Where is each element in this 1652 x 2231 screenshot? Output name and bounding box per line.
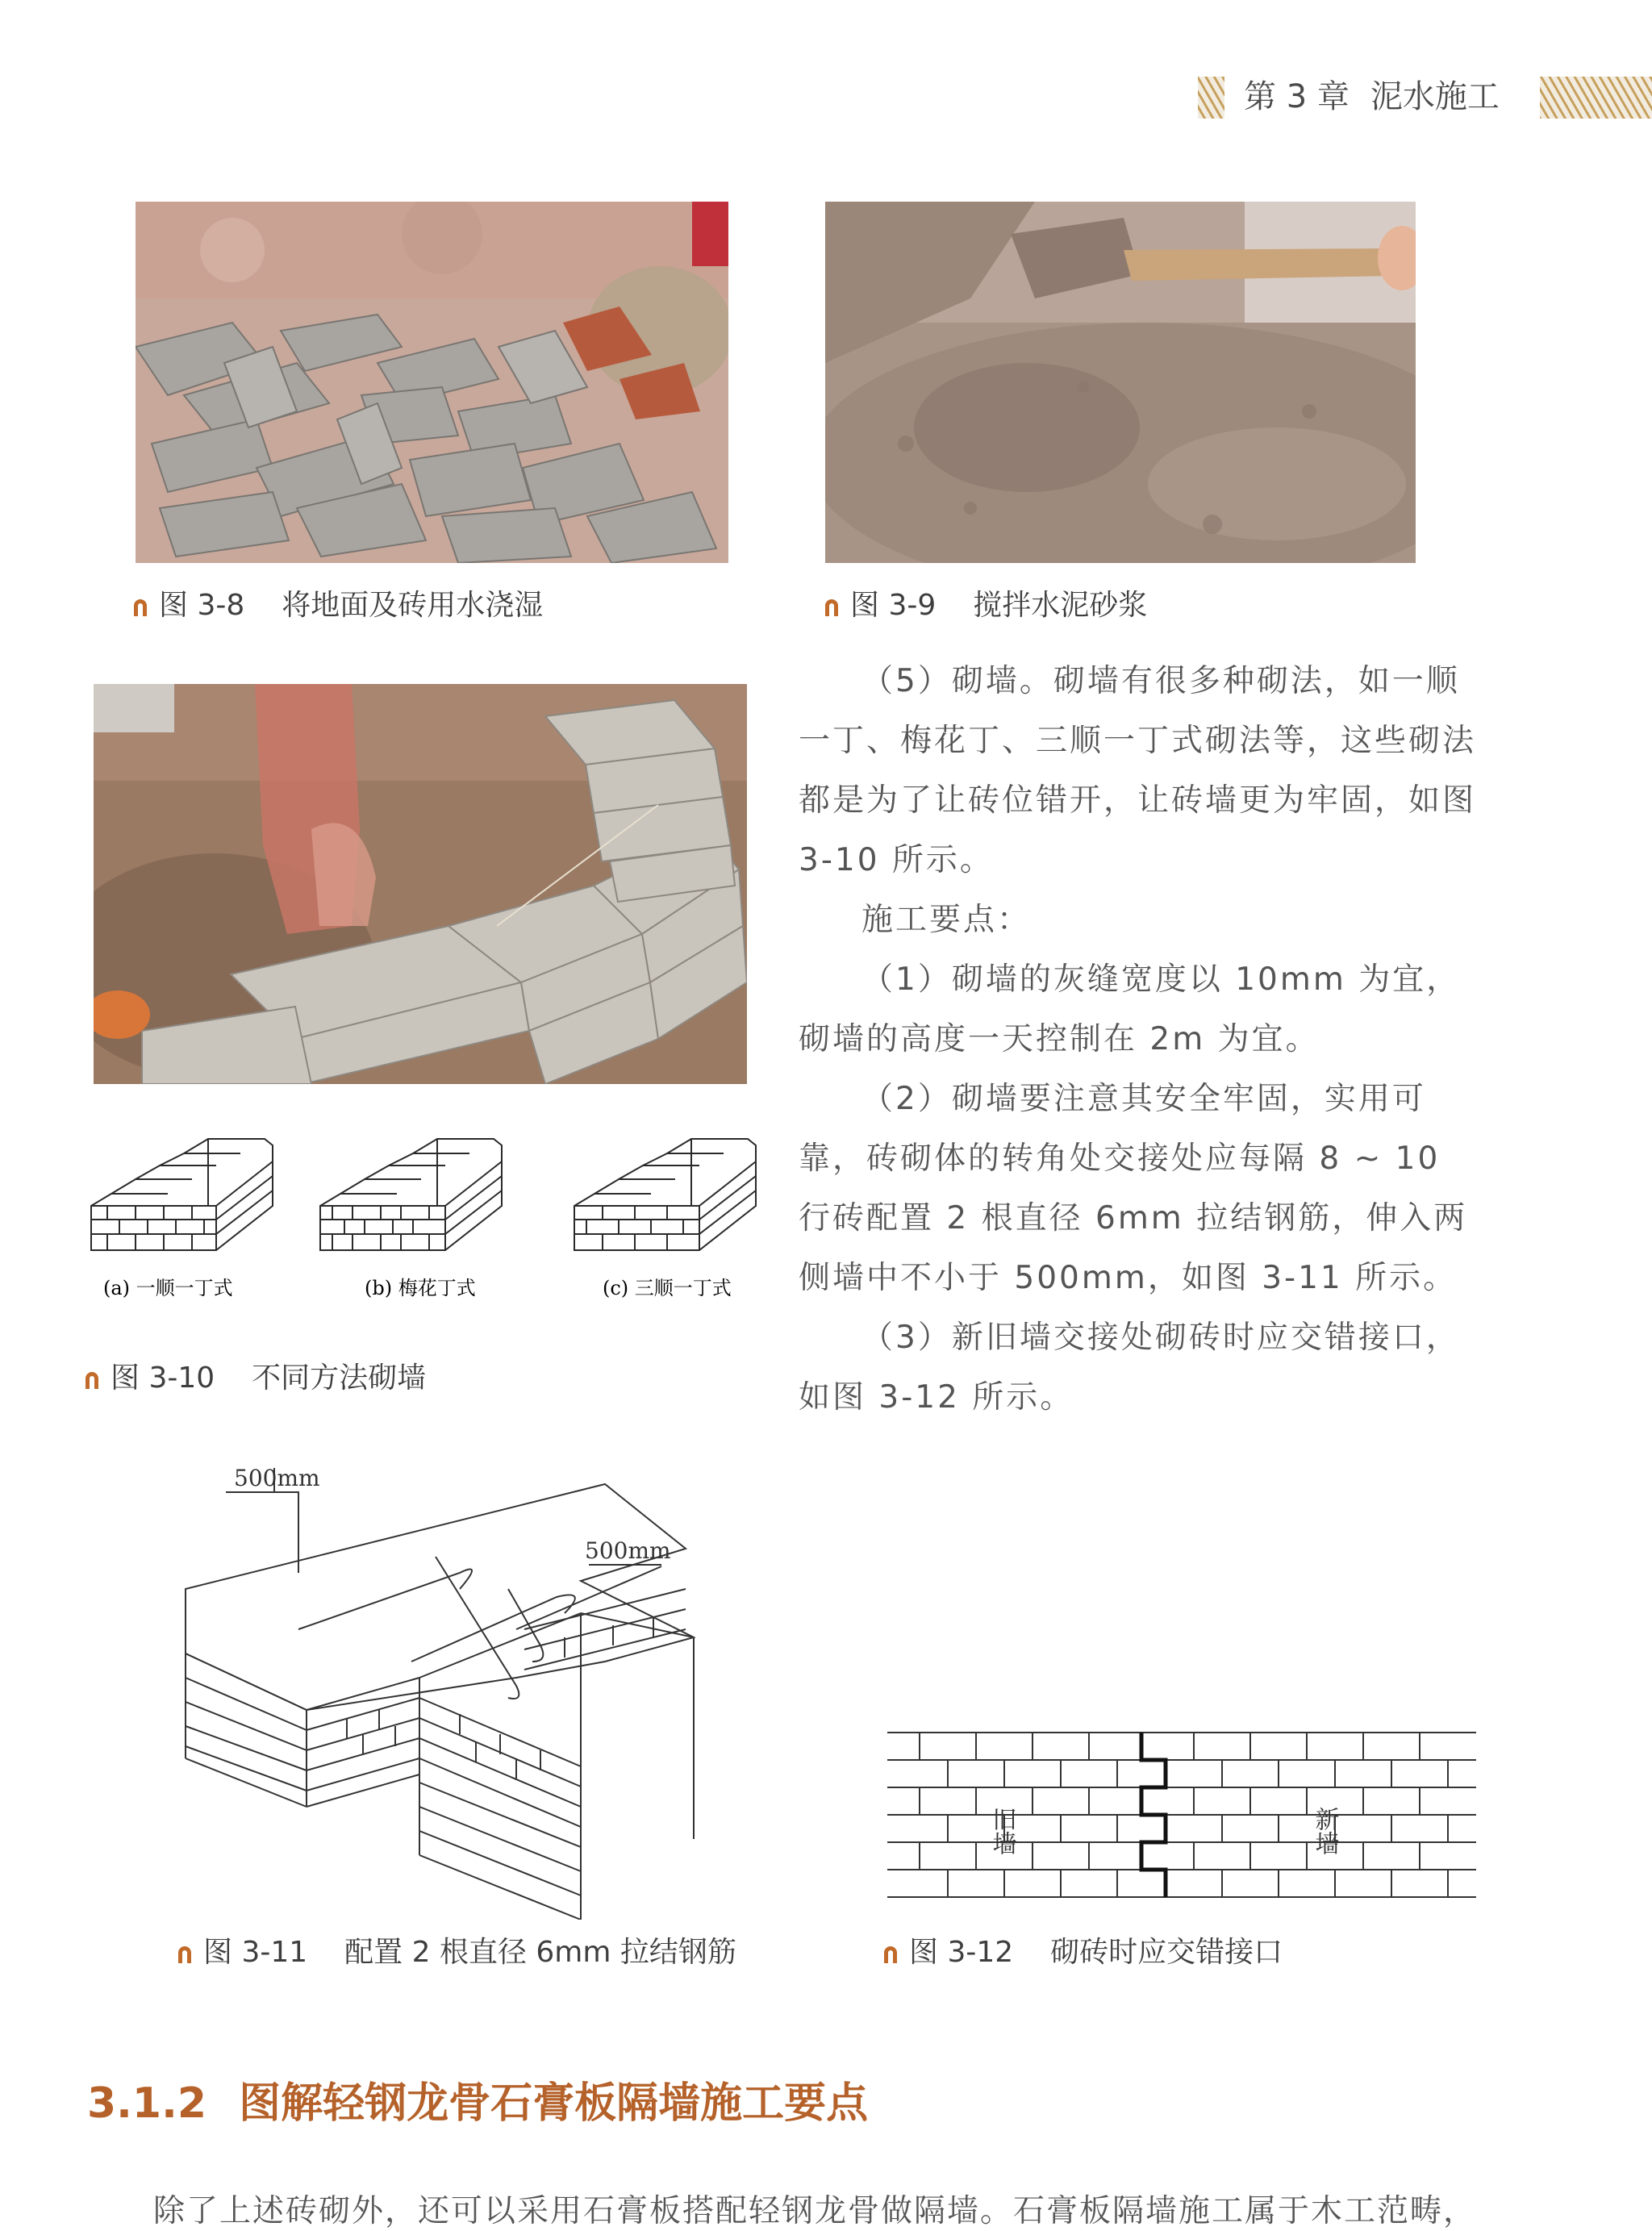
figure-caption: 不同方法砌墙 <box>252 1362 427 1395</box>
caption-marker-icon <box>823 596 841 617</box>
chapter-number: 第 3 章 <box>1244 78 1350 115</box>
paragraph-point-3: （3）新旧墙交接处砌砖时应交错接口，如图 3-12 所示。 <box>799 1320 1460 1416</box>
section-title: 图解轻钢龙骨石膏板隔墙施工要点 <box>239 2079 869 2128</box>
caption-fig-3-12 <box>882 1929 1283 1970</box>
caption-marker-icon <box>882 1943 899 1964</box>
old-wall-label: 旧墙 <box>987 1807 1016 1855</box>
sub-caption-c: (c) 三顺一丁式 <box>603 1277 732 1299</box>
sub-caption-a: (a) 一顺一丁式 <box>103 1277 233 1299</box>
paragraph-point-1: （1）砌墙的灰缝宽度以 10mm 为宜，砌墙的高度一天控制在 2m 为宜。 <box>799 961 1461 1057</box>
new-wall-label: 新墙 <box>1310 1807 1339 1855</box>
figure-number: 图 3-11 <box>203 1936 308 1969</box>
figure-number: 图 3-9 <box>850 589 937 622</box>
dimension-label-1: 500mm <box>234 1468 320 1491</box>
body-text <box>799 652 1484 1428</box>
photo-laying-bricks <box>94 684 747 1084</box>
caption-fig-3-11 <box>176 1929 736 1970</box>
figure-number: 图 3-8 <box>159 589 245 622</box>
figure-caption: 搅拌水泥砂浆 <box>973 589 1148 622</box>
caption-marker-icon <box>131 596 149 617</box>
photo-mixing-mortar <box>825 202 1416 563</box>
sub-caption-b: (b) 梅花丁式 <box>365 1277 476 1299</box>
figure-caption: 将地面及砖用水浇湿 <box>282 589 544 622</box>
diagram-staggered-joint <box>887 1726 1476 1907</box>
section-number: 3.1.2 <box>87 2079 207 2128</box>
paragraph-point-2: （2）砌墙要注意其安全牢固，实用可靠，砖砌体的转角处交接处应每隔 8 ~ 10 行砖配置 2 根直径 6mm 拉结钢筋，伸入两侧墙中不小于 500mm，如图 3-11 所示。 <box>799 1081 1468 1296</box>
caption-fig-3-8 <box>131 582 543 623</box>
figure-caption: 配置 2 根直径 6mm 拉结钢筋 <box>344 1936 736 1969</box>
figure-caption: 砌砖时应交错接口 <box>1050 1936 1283 1969</box>
caption-marker-icon <box>83 1369 101 1390</box>
photo-wet-bricks <box>136 202 728 563</box>
diagram-tie-bars <box>177 1468 815 1923</box>
figure-number: 图 3-10 <box>111 1362 215 1395</box>
caption-fig-3-9 <box>823 582 1147 623</box>
diagram-bond-a <box>87 1129 281 1306</box>
caption-marker-icon <box>176 1943 194 1964</box>
trailing-paragraph: 除了上述砖砌外，还可以采用石膏板搭配轻钢龙骨做隔墙。石膏板隔墙施工属于木工范畴， <box>153 2193 1477 2229</box>
dimension-label-2: 500mm <box>585 1537 671 1564</box>
figure-number: 图 3-12 <box>909 1936 1014 1969</box>
chapter-header <box>1224 74 1540 119</box>
paragraph-bricklaying: （5）砌墙。砌墙有很多种砌法，如一顺一丁、梅花丁、三顺一丁式砌法等，这些砌法都是为了让砖位错开，让砖墙更为牢固，如图 3-10 所示。 <box>799 663 1477 878</box>
diagram-bond-c <box>570 1129 764 1306</box>
chapter-title: 泥水施工 <box>1370 78 1500 115</box>
caption-fig-3-10 <box>83 1355 426 1396</box>
section-heading <box>87 2069 868 2129</box>
paragraph-key-points-heading: 施工要点： <box>861 902 1032 938</box>
diagram-bond-b <box>316 1129 510 1306</box>
